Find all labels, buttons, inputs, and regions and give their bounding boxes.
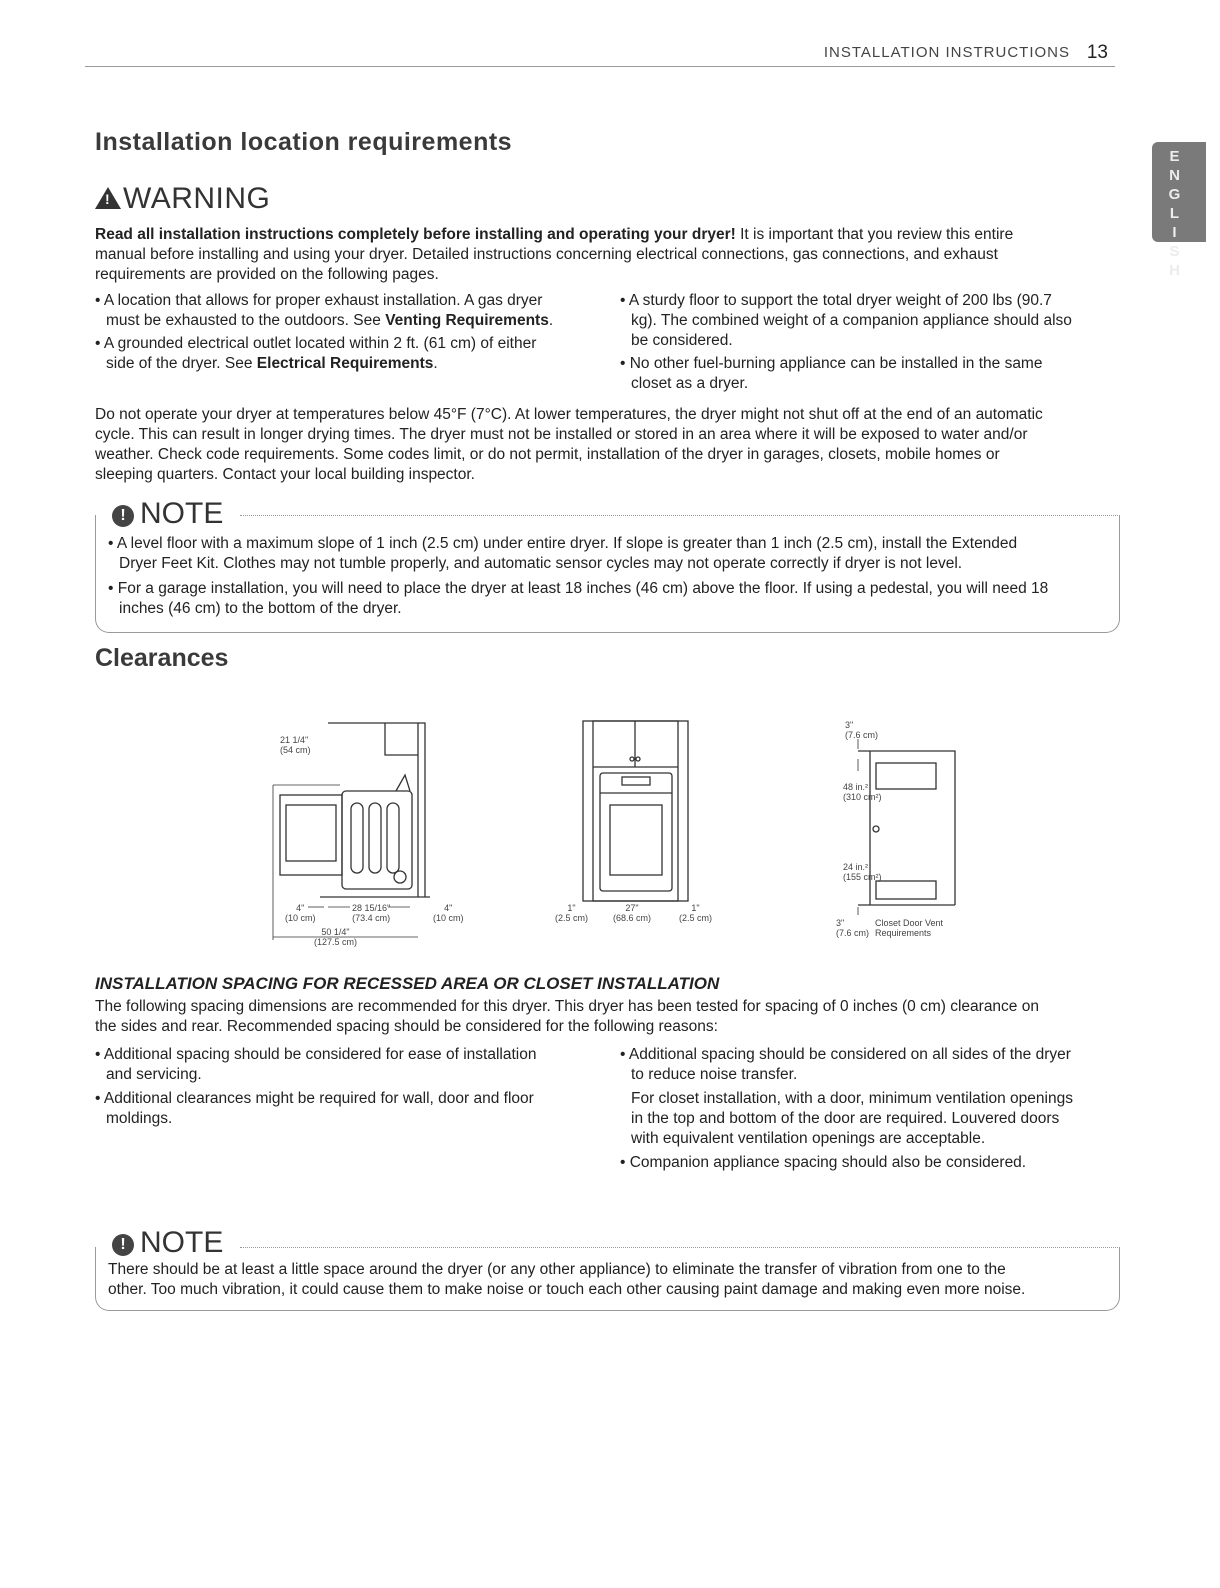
paragraph-line: the sides and rear. Recommended spacing should be considered for the following reasons:	[95, 1018, 718, 1035]
dimension-value: 50 1/4"	[321, 927, 350, 937]
diagram-3-lower-vent	[843, 862, 882, 882]
list-item-line: closet as a dryer.	[631, 375, 749, 392]
list-item-line: • Additional spacing should be considered on all sides of the dryer	[620, 1046, 1071, 1063]
list-item-line: • Companion appliance spacing should also be considered.	[620, 1154, 1027, 1171]
list-item	[620, 291, 1120, 351]
note-heading-1	[108, 497, 231, 531]
diagram-2-width	[613, 903, 651, 923]
venting-requirements-ref: Venting Requirements	[385, 312, 549, 329]
warning-title: WARNING	[123, 182, 271, 215]
dimension-value-cm: (7.6 cm)	[845, 730, 879, 740]
warning-intro-rest: It is important that you review this entire	[735, 226, 1014, 243]
dimension-value-cm: (54 cm)	[280, 745, 311, 755]
list-item-line: be considered.	[631, 332, 733, 349]
list-item-line	[95, 354, 605, 374]
paragraph-line: sleeping quarters. Contact your local building inspector.	[95, 466, 475, 483]
paragraph-line: There should be at least a little space around the dryer (or any other appliance) to eliminate the transfer of vibration from one to the	[108, 1261, 1006, 1278]
list-item-line: to reduce noise transfer.	[631, 1066, 798, 1083]
text: .	[433, 355, 438, 372]
dimension-value-cm: (2.5 cm)	[555, 913, 589, 923]
list-item	[95, 1089, 615, 1129]
dimension-value: 4"	[296, 903, 305, 913]
spacing-title: INSTALLATION SPACING FOR RECESSED AREA OR CLOSET INSTALLATION	[95, 974, 720, 993]
list-item	[108, 579, 1113, 619]
header-section: INSTALLATION INSTRUCTIONS	[823, 44, 1070, 61]
diagram-2-right-gap	[679, 903, 712, 923]
list-item-line: • Additional spacing should be considered for ease of installation	[95, 1046, 537, 1063]
dimension-value-cm: (7.6 cm)	[836, 928, 870, 938]
warning-right-list	[620, 291, 1120, 394]
dimension-value: 24 in.²	[843, 862, 869, 872]
diagram-2-left-gap	[555, 903, 588, 923]
note-divider	[240, 1247, 1118, 1249]
note-divider	[240, 515, 1118, 517]
diagram-3-bottom	[836, 918, 869, 938]
paragraph-line: other. Too much vibration, it could cause them to make noise or touch each other causing paint damage and making even more noise.	[108, 1281, 1026, 1298]
note-icon: !	[112, 1234, 134, 1256]
dimension-value-cm: (73.4 cm)	[352, 913, 391, 923]
electrical-requirements-ref: Electrical Requirements	[256, 355, 434, 372]
note-icon: !	[112, 505, 134, 527]
diagram-1-depth-label	[280, 735, 311, 755]
spacing-intro	[95, 997, 1125, 1037]
note-1-list	[108, 534, 1113, 619]
paragraph-line: The following spacing dimensions are recommended for this dryer. This dryer has been tested for spacing of 0 inches (0 cm) clearance on	[95, 998, 1039, 1015]
front-clearance-diagram	[578, 715, 693, 905]
list-item-line: • A sturdy floor to support the total dryer weight of 200 lbs (90.7	[620, 292, 1052, 309]
list-item	[95, 334, 605, 374]
paragraph-line: weather. Check code requirements. Some codes limit, or do not permit, installation of the dryer in garages, closets, mobile homes or	[95, 446, 1000, 463]
list-item	[620, 1153, 1120, 1173]
list-item	[620, 1089, 1120, 1149]
list-item-line: • A location that allows for proper exhaust installation. A gas dryer	[95, 292, 543, 309]
warning-intro	[95, 225, 1125, 285]
closet-door-diagram	[840, 715, 960, 915]
diagram-1-right-gap	[433, 903, 464, 923]
diagram-1-width	[352, 903, 390, 923]
list-item-line: • Additional clearances might be required for wall, door and floor	[95, 1090, 534, 1107]
dimension-value-cm: (68.6 cm)	[613, 913, 652, 923]
dimension-value: 1"	[567, 903, 576, 913]
dimension-value: 28 15/16"	[352, 903, 391, 913]
caption-line: Requirements	[875, 928, 932, 938]
dimension-value-cm: (2.5 cm)	[679, 913, 713, 923]
diagram-1-total	[314, 927, 357, 947]
list-item-line	[95, 311, 605, 331]
list-item-line: and servicing.	[106, 1066, 202, 1083]
dimension-value: 3"	[845, 720, 854, 730]
dimension-value-cm: (10 cm)	[285, 913, 316, 923]
temperature-paragraph	[95, 405, 1135, 485]
dimension-value-cm: (10 cm)	[433, 913, 464, 923]
dimension-value: 3"	[836, 918, 845, 928]
paragraph-line: Do not operate your dryer at temperatures below 45°F (7°C). At lower temperatures, the dryer might not shut off at the end of an automatic	[95, 406, 1043, 423]
dimension-value: 27"	[625, 903, 639, 913]
list-item-line: Dryer Feet Kit. Clothes may not tumble properly, and automatic sensor cycles may not operate correctly if dryer is not level.	[119, 555, 963, 572]
warning-intro-line2: manual before installing and using your dryer. Detailed instructions concerning electrical connections, gas connections, and exhaust	[95, 246, 998, 263]
list-item-line: For closet installation, with a door, minimum ventilation openings	[631, 1090, 1073, 1107]
list-item-line: • A level floor with a maximum slope of 1 inch (2.5 cm) under entire dryer. If slope is greater than 1 inch (2.5 cm), install the Extended	[108, 535, 1018, 552]
list-item	[620, 1045, 1120, 1085]
paragraph-line: cycle. This can result in longer drying times. The dryer must not be installed or stored in an area where it will be exposed to water and/or	[95, 426, 1028, 443]
note-title: NOTE	[140, 497, 224, 530]
dimension-value-cm: (127.5 cm)	[314, 937, 358, 947]
list-item	[620, 354, 1120, 394]
list-item	[95, 291, 605, 331]
note-title: NOTE	[140, 1226, 224, 1259]
list-item-line: with equivalent ventilation openings are acceptable.	[631, 1130, 986, 1147]
diagram-1-left-gap	[285, 903, 316, 923]
list-item-line: • A grounded electrical outlet located within 2 ft. (61 cm) of either	[95, 335, 537, 352]
list-item	[108, 534, 1113, 574]
spacing-left-list	[95, 1045, 615, 1129]
list-item-line: inches (46 cm) to the bottom of the dryer.	[119, 600, 402, 617]
list-item-line: kg). The combined weight of a companion appliance should also	[631, 312, 1072, 329]
dimension-value-cm: (155 cm²)	[843, 872, 882, 882]
spacing-right-list	[620, 1045, 1120, 1173]
dimension-value: 48 in.²	[843, 782, 869, 792]
list-item-line: in the top and bottom of the door are required. Louvered doors	[631, 1110, 1060, 1127]
warning-intro-line3: requirements are provided on the following pages.	[95, 266, 439, 283]
dimension-value: 4"	[444, 903, 453, 913]
dimension-value-cm: (310 cm²)	[843, 792, 882, 802]
list-item-line: • For a garage installation, you will need to place the dryer at least 18 inches (46 cm) above the floor. If using a pedestal, you will need 18	[108, 580, 1049, 597]
warning-intro-bold: Read all installation instructions completely before installing and operating your dryer!	[95, 226, 736, 243]
warning-left-list	[95, 291, 605, 374]
text: must be exhausted to the outdoors. See	[106, 312, 386, 329]
diagram-3-upper-vent	[843, 782, 882, 802]
language-tab	[1152, 142, 1206, 281]
language-tab-label: ENGLISH	[1166, 148, 1183, 281]
dimension-value: 1"	[691, 903, 700, 913]
dimension-value: 21 1/4"	[280, 735, 309, 745]
list-item-line: moldings.	[106, 1110, 173, 1127]
header-divider	[85, 66, 1115, 67]
text: .	[548, 312, 554, 329]
diagram-3-top	[845, 720, 878, 740]
caption-line: Closet Door Vent	[875, 918, 944, 928]
text: side of the dryer. See	[106, 355, 257, 372]
page-title: Installation location requirements	[95, 128, 513, 156]
list-item-line: • No other fuel-burning appliance can be installed in the same	[620, 355, 1043, 372]
list-item	[95, 1045, 615, 1085]
warning-heading	[95, 182, 270, 216]
clearances-title: Clearances	[95, 644, 229, 672]
warning-icon	[95, 187, 121, 209]
note-2-text	[108, 1260, 1118, 1300]
page-number: 13	[1086, 42, 1108, 63]
note-heading-2	[108, 1226, 231, 1260]
diagram-3-caption	[875, 918, 943, 938]
